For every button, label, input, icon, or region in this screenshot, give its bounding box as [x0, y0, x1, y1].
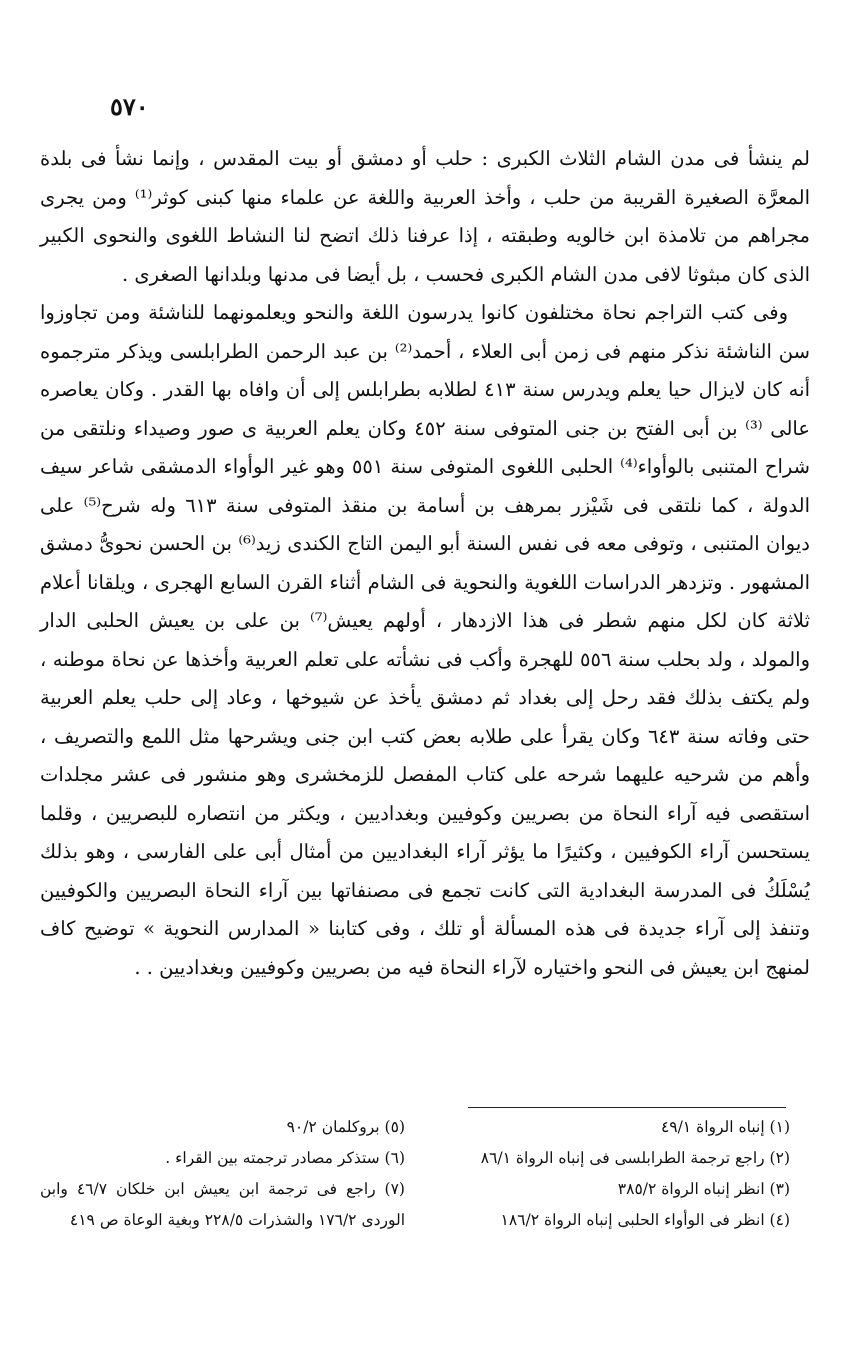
page-number: ٥٧٠: [110, 92, 149, 121]
paragraph-2: وفى كتب التراجم نحاة مختلفون كانوا يدرسون اللغة والنحو ويعلمونهما للناشئة ومن تجاوزوا سن الناشئة نذكر منهم فى زمن أبى العلاء ، أحمد⁽²⁾ بن عبد الرحمن الطرابلسى ويذكر مترجموه أنه كان لايزال حيا يعلم ويدرس سنة ٤١٣ لطلابه بطرابلس إلى أن وافاه بها القدر . وكان يعاصره عالى ⁽³⁾ بن أبى الفتح بن جنى المتوفى سنة ٤٥٢ وكان يعلم العربية ى صور وصيداء ونلتقى من شراح المتنبى بالوأواء⁽⁴⁾ الحلبى اللغوى المتوفى سنة ٥٥١ وهو غير الوأواء الدمشقى شاعر سيف الدولة ، كما نلتقى فى شَيْزر بمرهف بن أسامة بن منقذ المتوفى سنة ٦١٣ وله شرح⁽⁵⁾ على ديوان المتنبى ، وتوفى معه فى نفس السنة أبو اليمن التاج الكندى زيد⁽⁶⁾ بن الحسن نحوىُّ دمشق المشهور . وتزدهر الدراسات اللغوية والنحوية فى الشام أثناء القرن السابع الهجرى ، ويلقانا أعلام ثلاثة كان لكل منهم شطر فى هذا الازدهار ، أولهم يعيش⁽⁷⁾ بن على بن يعيش الحلبى الدار والمولد ، ولد بحلب سنة ٥٥٦ للهجرة وأكب فى نشأته على تعلم العربية وأخذها عن نحاة موطنه ، ولم يكتف بذلك فقد رحل إلى بغداد ثم دمشق يأخذ عن شيوخها ، وعاد إلى حلب يعلم العربية حتى وفاته سنة ٦٤٣ وكان يقرأ على طلابه بعض كتب ابن جنى ويشرحها مثل اللمع والتصريف ، وأهم من شرحيه عليهما شرحه على كتاب المفصل للزمخشرى وهو منشور فى عشر مجلدات استقصى فيه آراء النحاة من بصريين وكوفيين وبغداديين ، ويكثر من انتصاره للبصريين ، وقلما يستحسن آراء الكوفيين ، وكثيرًا ما يؤثر آراء البغداديين من أمثال أبى على الفارسى ، وهو بذلك يُسْلَكُ فى المدرسة البغدادية التى كانت تجمع فى مصنفاتها بين آراء النحاة البصريين والكوفيين وتنفذ إلى آراء جديدة فى هذه المسألة أو تلك ، وفى كتابنا « المدارس النحوية » توضيح كاف لمنهج ابن يعيش فى النحو واختياره لآراء النحاة فيه من بصريين وكوفيين وبغداديين . .: [40, 301, 810, 979]
footnote-4: (٤) انظر فى الوأواء الحلبى إنباه الرواة ١٨٦/٢: [500, 1211, 790, 1229]
footnotes-right-column: [440, 1112, 790, 1236]
footnote-7: (٧) راجع فى ترجمة ابن يعيش ابن خلكان ٤٦/٧ وابن الوردى ١٧٦/٢ والشذرات ٢٢٨/٥ وبغية الوعاة ص ٤١٩: [40, 1180, 405, 1229]
footnote-3: (٣) انظر إنباه الرواة ٣٨٥/٢: [617, 1180, 790, 1198]
footnote-5: (٥) بروكلمان ٩٠/٢: [286, 1118, 405, 1136]
body-text: [40, 140, 810, 987]
footnote-6: (٦) ستذكر مصادر ترجمته بين القراء .: [165, 1149, 405, 1167]
footnote-1: (١) إنباه الرواة ٤٩/١: [660, 1118, 790, 1136]
footnote-divider: [468, 1107, 786, 1108]
footnote-2: (٢) راجع ترجمة الطرابلسى فى إنباه الرواة ٨٦/١: [480, 1149, 790, 1167]
footnotes-left-column: [40, 1112, 405, 1236]
paragraph-1: لم ينشأ فى مدن الشام الثلاث الكبرى : حلب أو دمشق أو بيت المقدس ، وإنما نشأ فى بلدة المعرَّة الصغيرة القريبة من حلب ، وأخذ العربية واللغة عن علماء منها كبنى كوثر⁽¹⁾ ومن يجرى مجراهم من تلامذة ابن خالويه وطبقته ، إذا عرفنا ذلك اتضح لنا النشاط اللغوى والنحوى الكبير الذى كان مبثوثا لافى مدن الشام الكبرى فحسب ، بل أيضا فى مدنها وبلدانها الصغرى .: [40, 147, 811, 286]
